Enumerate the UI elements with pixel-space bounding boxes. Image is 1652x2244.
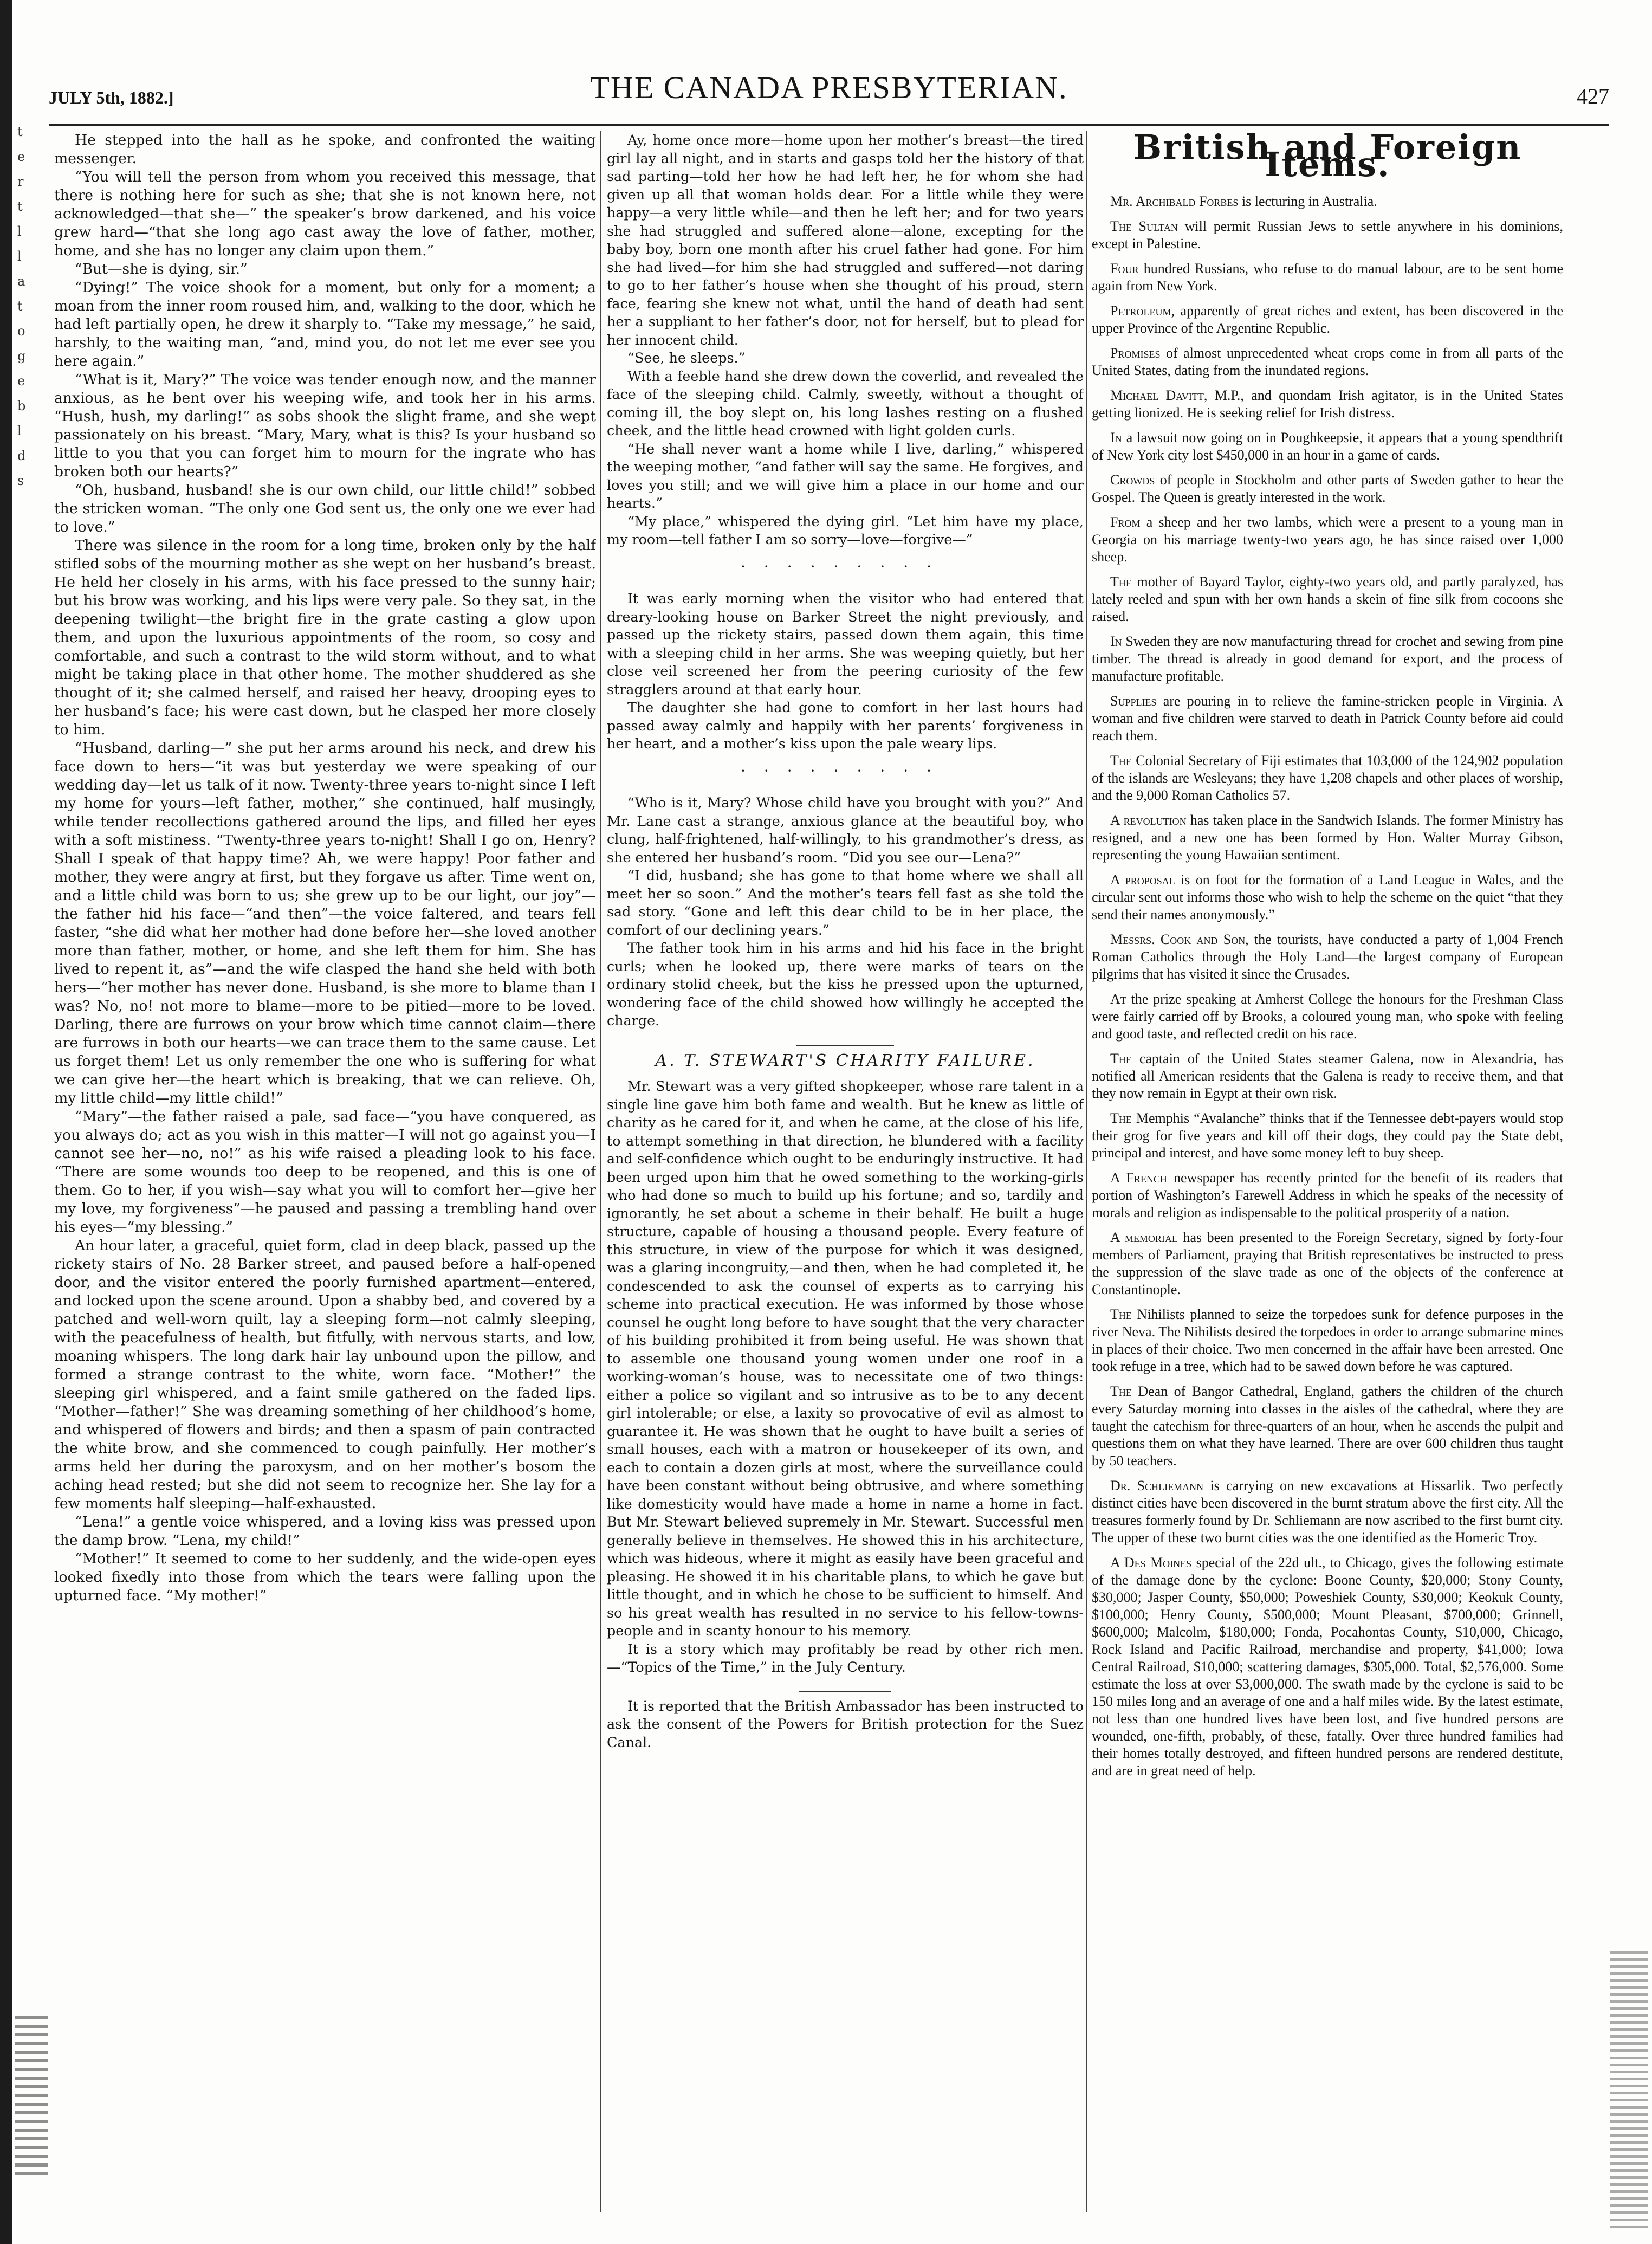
- news-item-text: captain of the United States steamer Galena, now in Alexandria, has notified all American residents that the Galena is ready to receive them, and that they now remain in Egypt at their own risk.: [1092, 1051, 1563, 1101]
- news-item-lead: A proposal: [1110, 872, 1175, 888]
- section-separator: ·········: [740, 761, 950, 780]
- news-item-text: Colonial Secretary of Fiji estimates that 103,000 of the 124,902 population of the islands are Wesleyans; they have 1,208 chapels and other places of worship, and the 9,000 Roman Catholics 57.: [1092, 753, 1563, 803]
- paragraph: “Mary”—the father raised a pale, sad face—“you have conquered, as you always do; act as you wish in this matter—I will not go against you—I cannot see her—no, no!” as his wife raised a pleading look to his face. “There are some wounds too deep to be reopened, and this is one of them. Go to her, if you wish—say what you will to comfort her—give her my love, my forgiveness”—he paused and passing a trembling hand over his eyes—“my blessing.”: [54, 1108, 596, 1236]
- news-item-lead: A Des Moines: [1110, 1555, 1192, 1570]
- news-item: [1092, 1229, 1563, 1298]
- news-item-text: mother of Bayard Taylor, eighty-two years old, and partly paralyzed, has lately reeled and spun with her own hands a skein of fine silk from cocoons she raised.: [1092, 574, 1563, 624]
- page-number: 427: [1577, 84, 1609, 108]
- news-item-lead: Four: [1110, 261, 1139, 276]
- news-item: [1092, 260, 1563, 295]
- news-item-lead: The: [1110, 1051, 1132, 1066]
- news-item: [1092, 931, 1563, 983]
- news-item-lead: The: [1110, 1307, 1132, 1322]
- news-item-text: apparently of great riches and extent, has been discovered in the upper Province of the Argentine Republic.: [1092, 303, 1563, 336]
- column-news-items: [1092, 131, 1563, 2223]
- paragraph: “Who is it, Mary? Whose child have you brought with you?” And Mr. Lane cast a strange, anxious glance at the beautiful boy, who clung, half-frightened, half-willingly, to his grandmother’s dress, as she entered her husband’s room. “Did you see our—Lena?”: [607, 794, 1084, 865]
- section-rule: [796, 1045, 894, 1046]
- news-item-text: newspaper has recently printed for the benefit of its readers that portion of Washington’s Farewell Address in which he speaks of the necessity of morals and religion as indispensable to the political prosperity of a nation.: [1092, 1170, 1563, 1220]
- news-item-lead: The: [1110, 1383, 1132, 1399]
- news-item-lead: At: [1110, 991, 1126, 1007]
- news-item-text: has been presented to the Foreign Secretary, signed by forty-four members of Parliament, praying that British representatives be instructed to press the suppression of the slave trade as one of the objects of the conference at Constantinople.: [1092, 1230, 1563, 1297]
- news-item-text: is on foot for the formation of a Land League in Wales, and the circular sent out informs those who wish to help the scheme on the quiet “that they send their names anonymously.”: [1092, 872, 1563, 922]
- header-rule: [49, 124, 1609, 126]
- scan-edge: [0, 0, 12, 2244]
- paragraph: “What is it, Mary?” The voice was tender enough now, and the manner anxious, as he bent over his weeping wife, and took her in his arms. “Hush, hush, my darling!” as sobs shook the slight frame, and she wept passionately on his breast. “Mary, Mary, what is this? Is your husband so little to you that you can forget him to mourn for the ingrate who has broken both our hearts?”: [54, 371, 596, 480]
- paragraph: “Oh, husband, husband! she is our own child, our little child!” sobbed the stricken woman. “The only one God sent us, the only one we ever had to love.”: [54, 482, 596, 535]
- article-paragraph: Mr. Stewart was a very gifted shopkeeper, whose rare talent in a single line gave him both fame and wealth. But he knew as little of charity as he cared for it, and when he came, at the close of his life, to attempt something in that direction, he blundered with a facility and self-confidence which ought to be enduringly instructive. It had been urged upon him that he owed something to the working-girls who had done so much to build up his fortune; and so, tardily and ignorantly, he set about a scheme in their behalf. He built a huge structure, capable of housing a thousand people. Every feature of this structure, in view of the purpose for which it was designed, was a glaring incongruity,—and then, when he had completed it, he condescended to ask the counsel of experts as to carrying his scheme into practical execution. He was informed by those whose counsel he ought long before to have sought that the very character of his building prohibited it from being useful. He was shown that to assemble one thousand young women under one roof in a working-woman’s house, was to necessitate one of two things: either a police so vigilant and so intrusive as to be to any decent girl intolerable; or else, a laxity so provocative of evil as almost to guarantee it. He was shown that he ought to have built a series of small houses, each with a matron or housekeeper of its own, and each to contain a dozen girls at most, where the surveillance could have been constant without being obtrusive, and where something like domesticity would have made a home in name a home in fact. But Mr. Stewart believed supremely in Mr. Stewart. Successful men generally believe in themselves. He showed this in his architecture, which was hideous, where it might as easily have been graceful and pleasing. He showed it in his charitable plans, to which he gave but little thought, and in which he chose to be sufficient to himself. And so his great wealth has resulted in no service to his fellow-towns-people and in scanty honour to his memory.: [607, 1078, 1084, 1639]
- column-divider: [600, 131, 601, 2212]
- news-item-text: Dean of Bangor Cathedral, England, gathers the children of the church every Saturday morning into classes in the aisles of the cathedral, where they are taught the catechism for three-quarters of an hour, when he ascends the pulpit and questions them on what they have learned. There are over 600 children thus taught by 50 teachers.: [1092, 1383, 1563, 1469]
- news-item-lead: A French: [1110, 1170, 1167, 1186]
- news-item: [1092, 193, 1563, 210]
- paragraph: “You will tell the person from whom you received this message, that there is nothing here for such as she; that she is not known here, not acknowledged—that she—” the speaker’s brow darkened, and his voice grew hard—“that she long ago cast away the love of father, mother, home, and she has no longer any claim upon them.”: [54, 169, 596, 259]
- news-item: [1092, 387, 1563, 422]
- news-item-text: has taken place in the Sandwich Islands. The former Ministry has resigned, and a new one has been formed by Hon. Walter Murray Gibson, representing the young Hawaiian sentiment.: [1092, 812, 1563, 863]
- news-item-text: Memphis “Avalanche” thinks that if the Tennessee debt-payers would stop their grog for five years and kill off their dogs, they could pay the State debt, principal and interest, and have some money left to buy sheep.: [1092, 1110, 1563, 1161]
- news-item-text: the prize speaking at Amherst College the honours for the Freshman Class were fairly carried off by Brooks, a coloured young man, who spoke with feeling and good taste, and reflected credit on his race.: [1092, 991, 1563, 1042]
- issue-date: JULY 5th, 1882.]: [49, 88, 174, 107]
- news-item: [1092, 693, 1563, 745]
- news-item-lead: The Sultan: [1110, 218, 1178, 234]
- news-item-lead: Promises: [1110, 345, 1161, 361]
- news-item: [1092, 573, 1563, 625]
- news-item-lead: A revolution: [1110, 812, 1187, 828]
- news-item: [1092, 812, 1563, 864]
- news-item-text: are pouring in to relieve the famine-stricken people in Virginia. A woman and five children were starved to death in Patrick County before aid could reach them.: [1092, 693, 1563, 743]
- paragraph: “See, he sleeps.”: [627, 350, 746, 366]
- news-item-text: of almost unprecedented wheat crops come in from all parts of the United States, dating from the inundated regions.: [1092, 345, 1563, 378]
- news-item-text: will permit Russian Jews to settle anywhere in his dominions, except in Palestine.: [1092, 218, 1563, 251]
- page-header: [49, 60, 1609, 125]
- news-item-text: of people in Stockholm and other parts of Sweden gather to hear the Gospel. The Queen is greatly interested in the work.: [1092, 472, 1563, 505]
- news-item-lead: Supplies: [1110, 693, 1157, 709]
- news-item-lead: A memorial: [1110, 1230, 1178, 1245]
- paragraph: “Husband, darling—” she put her arms around his neck, and drew his face down to hers—“it was but yesterday we were speaking of our wedding day—let us talk of it now. Twenty-three years to-night since I left my home for yours—left father, mother,” she continued, half musingly, while tender recollections gathered around the lips, and filled her eyes with a soft mistiness. “Twenty-three years to-night! Shall I go on, Henry? Shall I speak of that happy time? Ah, we were happy! Poor father and mother, they were angry at first, but they forgave us after. Time went on, and a little child was born to us; she grew up to be our light, our joy”—the father hid his face—“and then”—the voice faltered, and tears fell faster, “she did what her mother had done before her—she loved another more than father, mother, or home, and she left them for him. She has lived to repent it, as”—and the wife clasped the hand she held with both hers—“her mother has never done. Husband, is she more to blame than I was? No, no! not more to blame—more to be pitied—more to be loved. Darling, there are furrows on your brow which time cannot claim—there are furrows in both our hearts—we can trace them to the same cause. Let us forget them! Let us only remember the one who is suffering for what we can give her—the heart which is breaking, that we can relieve. Oh, my little child—my little child!”: [54, 740, 596, 1107]
- section-separator: ·········: [740, 557, 950, 575]
- news-item: [1092, 514, 1563, 566]
- news-item-text: is lecturing in Australia.: [1238, 193, 1377, 209]
- column-story-and-article: [607, 131, 1084, 2223]
- news-item: [1092, 1477, 1563, 1547]
- footnote-rule: [799, 1691, 891, 1692]
- news-item-lead: From: [1110, 514, 1141, 530]
- paragraph: “My place,” whispered the dying girl. “Let him have my place, my room—tell father I am so sorry—love—forgive—”: [607, 513, 1084, 547]
- news-item: [1092, 345, 1563, 379]
- margin-scan-marks: [15, 2016, 48, 2178]
- news-item: [1092, 1110, 1563, 1162]
- news-item-text: Nihilists planned to seize the torpedoes sunk for defence purposes in the river Neva. The Nihilists desired the torpedoes in order to arrange submarine mines in places of their choice. Two men concerned in the affair have been arrested. One took refuge in a tree, which had to be sawed down before he was captured.: [1092, 1307, 1563, 1374]
- news-item: [1092, 429, 1563, 464]
- paragraph: Ay, home once more—home upon her mother’s breast—the tired girl lay all night, and in starts and gasps told her the history of that sad parting—told her how he had left her, he for whom she had given up all that woman holds dear. For a little while they were happy—a very little while—and then he left her; and for two years she had struggled and suffered alone—alone, excepting for the baby boy, born one month after his cruel father had gone. For him she had lived—for him she had struggled and suffered—not daring to go to her father’s house when she thought of his proud, stern face, fearing she knew not what, until the hand of death had sent her a suppliant to her father’s door, not for herself, but to plead for her innocent child.: [607, 132, 1084, 348]
- news-item-lead: Crowds: [1110, 472, 1155, 488]
- paragraph: “Mother!” It seemed to come to her suddenly, and the wide-open eyes looked fixedly into those from which the tears were falling upon the upturned face. “My mother!”: [54, 1550, 596, 1604]
- news-item-lead: Michael Davitt, M.P.,: [1110, 387, 1244, 403]
- section-title: British and Foreign Items.: [1133, 131, 1522, 184]
- paragraph: He stepped into the hall as he spoke, and confronted the waiting messenger.: [54, 132, 596, 167]
- news-item-text: a lawsuit now going on in Poughkeepsie, it appears that a young spendthrift of New York city lost $450,000 in an hour in a game of cards.: [1092, 430, 1563, 463]
- article-paragraph: It is a story which may profitably be read by other rich men.—“Topics of the Time,” in the July Century.: [607, 1640, 1084, 1675]
- news-item: [1092, 1306, 1563, 1375]
- column-story-continued: [54, 131, 596, 2223]
- news-item-lead: Dr. Schliemann: [1110, 1478, 1204, 1493]
- paragraph: “But—she is dying, sir.”: [75, 261, 248, 277]
- news-item-text: hundred Russians, who refuse to do manual labour, are to be sent home again from New York.: [1092, 261, 1563, 294]
- paragraph: The father took him in his arms and hid his face in the bright curls; when he looked up, there were marks of tears on the ordinary stolid cheek, but the kiss he pressed upon the upturned, wondering face of the child showed how willingly he accepted the charge.: [607, 940, 1084, 1029]
- article-title: A. T. STEWART'S CHARITY FAILURE.: [655, 1051, 1035, 1070]
- news-item: [1092, 1050, 1563, 1102]
- news-item-lead: The: [1110, 574, 1132, 590]
- gutter-marks: t e r t l l a t o g e b l d s: [17, 124, 26, 488]
- paragraph: With a feeble hand she drew down the coverlid, and revealed the face of the sleeping child. Calmly, sweetly, without a thought of coming ill, the boy slept on, his long lashes resting on a flushed cheek, and the little head crowned with light golden curls.: [607, 367, 1084, 438]
- news-item: [1092, 871, 1563, 923]
- newspaper-title: THE CANADA PRESBYTERIAN.: [590, 70, 1068, 105]
- news-item-lead: In: [1110, 633, 1122, 649]
- paragraph: “Lena!” a gentle voice whispered, and a loving kiss was pressed upon the damp brow. “Lena, my child!”: [54, 1514, 596, 1549]
- news-item-lead: In: [1110, 430, 1122, 445]
- paragraph: The daughter she had gone to comfort in her last hours had passed away calmly and happily with her parents’ forgiveness in her heart, and a mother’s kiss upon the pale weary lips.: [607, 699, 1084, 752]
- scan-noise: [1610, 1951, 1648, 2233]
- paragraph: “Dying!” The voice shook for a moment, but only for a moment; a moan from the inner room roused him, and, walking to the door, which he had left partially open, he drew it sharply to. “Take my message,” he said, harshly, to the waiting man, “and, mind you, do not let me ever see you here again.”: [54, 279, 596, 370]
- news-item-text: Sweden they are now manufacturing thread for crochet and sewing from pine timber. The thread is already in good demand for export, and the process of manufacture profitable.: [1092, 633, 1563, 684]
- paragraph: An hour later, a graceful, quiet form, clad in deep black, passed up the rickety stairs of No. 28 Barker street, and paused before a half-opened door, and the visitor entered the poorly furnished apartment—entered, and locked upon the scene around. Upon a shabby bed, and covered by a patched and well-worn quilt, lay a sleeping form—not calmly sleeping, with the peacefulness of health, but fitfully, with nervous starts, and low, moaning whispers. The long dark hair lay unbound upon the pillow, and formed a strange contrast to the white, worn face. “Mother!” the sleeping girl whispered, and a faint smile gathered on the faded lips. “Mother—father!” She was dreaming something of her childhood’s home, and whispered of flowers and birds; and then a spasm of pain contracted the white brow, and she commenced to cough painfully. Her mother’s arms held her during the paroxysm, and on her mother’s bosom the aching head rested; but she did not seem to recognize her. She lay for a few moments half sleeping—half-exhausted.: [54, 1237, 596, 1512]
- paragraph: “He shall never want a home while I live, darling,” whispered the weeping mother, “and father will say the same. He forgives, and loves you still; and we will give him a place in our home and our hearts.”: [607, 440, 1084, 511]
- news-item-text: is carrying on new excavations at Hissarlik. Two perfectly distinct cities have been discovered in the burnt stratum above the first city. All the treasures formerly found by Dr. Schliemann are now ascribed to the first burnt city. The upper of these two burnt cities was the one identified as the Homeric Troy.: [1092, 1478, 1563, 1545]
- news-item-lead: The: [1110, 753, 1132, 768]
- paragraph: It was early morning when the visitor who had entered that dreary-looking house on Barker Street the night previously, and passed up the rickety stairs, passed down them again, this time with a sleeping child in her arms. She was weeping quietly, but her close veil screened her from the peering curiosity of the few stragglers around at that early hour.: [607, 590, 1084, 697]
- news-item: [1092, 1169, 1563, 1221]
- news-item-lead: Petroleum,: [1110, 303, 1175, 319]
- news-item: [1092, 1554, 1563, 1780]
- news-item: [1092, 302, 1563, 337]
- news-item: [1092, 991, 1563, 1043]
- news-item-lead: The: [1110, 1110, 1132, 1126]
- news-item: [1092, 633, 1563, 685]
- news-item: [1092, 471, 1563, 506]
- news-item-lead: Mr. Archibald Forbes: [1110, 193, 1239, 209]
- paragraph: There was silence in the room for a long time, broken only by the half stifled sobs of the mourning mother as she wept on her husband’s breast. He held her closely in his arms, with his face pressed to the sunny hair; but his brow was working, and his lips were very pale. So they sat, in the deepening twilight—the bright fire in the grate casting a glow upon them, and upon the luxurious appointments of the room, so cosy and comfortable, and such a contrast to the wild storm without, and to what might be taking place in that other home. The mother shuddered as she thought of it; she calmed herself, and raised her heavy, drooping eyes to her husband’s face; his were cast down, but he clasped her more closely to him.: [54, 537, 596, 738]
- paragraph: “I did, husband; she has gone to that home where we shall all meet her so soon.” And the mother’s tears fell fast as she told the sad story. “Gone and left this dear child to be in her place, the comfort of our declining years.”: [607, 867, 1084, 938]
- news-item-text: the tourists, have conducted a party of 1,004 French Roman Catholics through the Holy Land—the largest company of European pilgrims that has visited it since the Crusades.: [1092, 932, 1563, 982]
- news-item-text: and quondam Irish agitator, is in the United States getting lionized. He is seeking relief for Irish distress.: [1092, 387, 1563, 421]
- news-item: [1092, 752, 1563, 804]
- column-divider: [1086, 131, 1087, 2212]
- news-item: [1092, 218, 1563, 253]
- news-item: [1092, 1383, 1563, 1470]
- news-item-text: special of the 22d ult., to Chicago, gives the following estimate of the damage done by the cyclone: Boone County, $20,000; Stony County, $30,000; Jasper County, $50,000; Poweshiek County, $30,000; Keokuk County, $100,000; Henry County, $500,000; Mount Pleasant, $700,000; Grinnell, $600,000; Malcolm, $180,000; Fonda, Pocahontas County, $10,000, Chicago, Rock Island and Pacific Railroad, merchandise and property, $41,000; Iowa Central Railroad, $10,000; scattering damages, $305,000. Total, $2,576,000. Some estimate the loss at over $3,000,000. The swath made by the cyclone is said to be 150 miles long and an average of one and a half miles wide. By the latest estimate, not less than one hundred lives have been lost, and five hundred persons are wounded, one-fifth, probably, of these, fatally. Over three hundred families had their homes totally destroyed, and fifteen hundred persons are rendered destitute, and are in great need of help.: [1092, 1555, 1563, 1779]
- news-item-lead: Messrs. Cook and Son,: [1110, 932, 1249, 947]
- footnote: It is reported that the British Ambassador has been instructed to ask the consent of the Powers for British protection for the Suez Canal.: [607, 1697, 1084, 1750]
- news-item-text: a sheep and her two lambs, which were a present to a young man in Georgia on his marriage twenty-two years ago, he has since raised over 1,000 sheep.: [1092, 514, 1563, 565]
